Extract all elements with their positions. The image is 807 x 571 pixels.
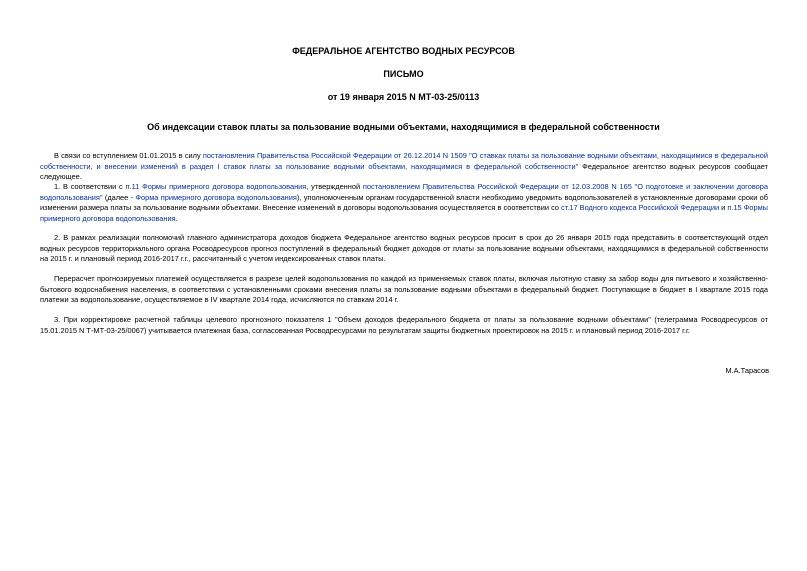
form-clause-11-link[interactable]: п.11 Формы примерного договора водопользования	[125, 182, 307, 191]
intro-text-2: Федеральное агентство водных ресурсов сообщает следующее.	[40, 161, 768, 181]
decree-165-link[interactable]: постановлением Правительства Российской Федерации от 12.03.2008 N 165 "О подготовке и заключении договора водопользования"	[40, 182, 768, 202]
p1-text-3: (далее -	[102, 192, 136, 202]
paragraph-1	[40, 182, 768, 224]
paragraph-4: 3. При корректировке расчетной таблицы целевого прогнозного показателя 1 "Объем доходов федерального бюджета от платы за пользование водными объектами" (телеграмма Росводресурсов от 15.01.2015 N Т-МТ-03-25/0067) учитывается платежная база, согласованная Росводресурсами по результатам защиты бюджетных проектировок на 2015 г. и плановый период 2016-2017 г.г.	[40, 315, 768, 335]
subject-heading: Об индексации ставок платы за пользование водными объектами, находящимися в федеральной собственности	[147, 122, 660, 132]
p1-text-4: ), уполномоченным органам государственной власти необходимо уведомить водопользователей в установленные договорами сроки об изменении размера платы за пользование водными объектами. Внесение изменений в договоры водопользования осуществляется в соответствии со	[40, 192, 769, 212]
p1-text-5: и	[719, 203, 728, 212]
water-code-article-17-link[interactable]: ст.17 Водного кодекса Российской Федерации	[561, 203, 720, 212]
doc-type-heading: ПИСЬМО	[383, 69, 424, 79]
paragraph-2: 2. В рамках реализации полномочий главного администратора доходов бюджета Федеральное агентство водных ресурсов просит в срок до 26 января 2015 года представить в соответствующий отдел водных ресурсов территориального органа Росводресурсов прогноз поступлений в федеральный бюджет доходов от платы за пользование водными объектами, находящимися в федеральной собственности на 2015 г. и плановый период 2016-2017 г.г., рассчитанный с учетом индексированных ставок платы.	[40, 233, 768, 263]
p1-text-1: 1. В соответствии с	[54, 182, 126, 191]
agency-heading: ФЕДЕРАЛЬНОЕ АГЕНТСТВО ВОДНЫХ РЕСУРСОВ	[292, 46, 515, 56]
decree-1509-link[interactable]: постановления Правительства Российской Федерации от 26.12.2014 N 1509 "О ставках платы за пользование водными объектами, находящимися в федеральной собственности, и внесении изменений в раздел I ставок платы за пользование водными объектами, находящимися в федеральной собственности"	[40, 151, 768, 171]
date-number-heading: от 19 января 2015 N МТ-03-25/0113	[327, 92, 480, 102]
form-clause-15-link[interactable]: п.15 Формы примерного договора водопользования	[40, 203, 768, 223]
paragraph-3: Перерасчет прогнозируемых платежей осуществляется в разрезе целей водопользования по каждой из применяемых ставок платы, включая льготную ставку за забор воды для питьевого и хозяйственно-бытового водоснабжения населения, в соответствии с установленными сроками внесения платы за пользование водными объектами в федеральный бюджет. Поступающие в бюджет в I квартале 2015 года платежи за водопользование, осуществляемое в IV квартале 2014 года, исчисляются по ставкам 2014 г.	[40, 274, 768, 304]
form-link[interactable]: Форма примерного договора водопользования	[135, 192, 297, 202]
intro-text-1: В связи со вступлением 01.01.2015 в силу	[54, 151, 203, 160]
p1-text-6: .	[175, 213, 178, 223]
intro-paragraph	[40, 151, 768, 183]
signature: М.А.Тарасов	[725, 366, 769, 375]
p1-text-2: , утвержденной	[306, 182, 363, 191]
